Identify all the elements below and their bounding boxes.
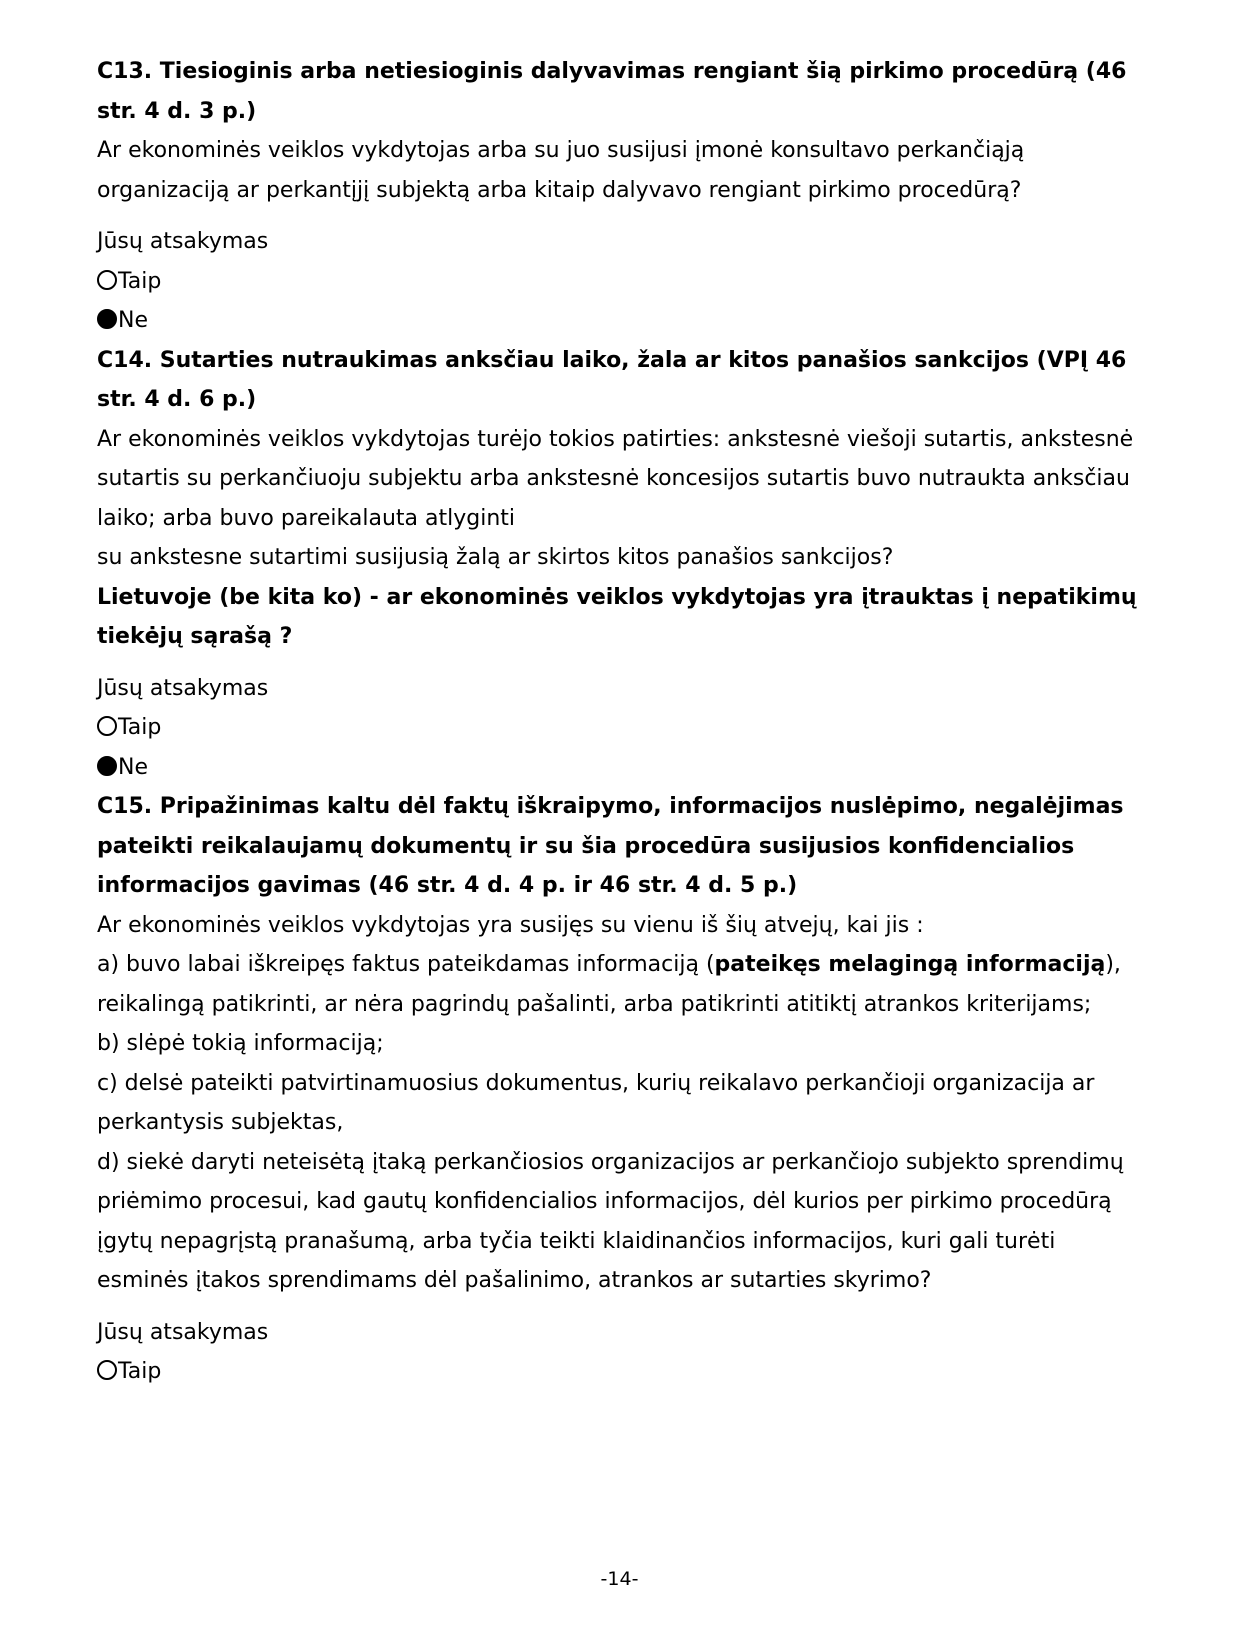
radio-unselected-icon[interactable] (97, 716, 117, 736)
radio-selected-icon[interactable] (97, 756, 117, 776)
item-a-text-post: ), reikalingą patikrinti, ar nėra pagrindų pašalinti, arba patikrinti atitiktį atrankos kriterijams; (97, 952, 1121, 1017)
question-c13-text: Ar ekonominės veiklos vykdytojas arba su juo susijusi įmonė konsultavo perkančiąją organizaciją ar perkantįjį subjektą arba kitaip dalyvavo rengiant pirkimo procedūrą? (97, 138, 1025, 203)
answer-label: Jūsų atsakymas (97, 675, 269, 701)
question-c14-text-line1: Ar ekonominės veiklos vykdytojas turėjo tokios patirties: ankstesnė viešoji sutartis, ankstesnė sutartis su perkančiuoju subjektu arba ankstesnė koncesijos sutartis buvo nutraukta anksčiau laiko; arba buvo pareikalauta atlyginti (97, 426, 1134, 531)
radio-option-taip[interactable] (97, 262, 1137, 302)
question-c13 (97, 52, 1137, 341)
question-c15-item-a (97, 945, 1137, 1024)
question-c13-heading: C13. Tiesioginis arba netiesioginis dalyvavimas rengiant šią pirkimo procedūrą (46 str. 4 d. 3 p.) (97, 59, 1127, 124)
question-c15-item-d: d) siekė daryti neteisėtą įtaką perkančiosios organizacijos ar perkančiojo subjekto sprendimų priėmimo procesui, kad gautų konfidencialios informacijos, dėl kurios per pirkimo procedūrą įgytų nepagrįstą pranašumą, arba tyčia teikti klaidinančios informacijos, kuri gali turėti esminės įtakos sprendimams dėl pašalinimo, atrankos ar sutarties skyrimo? (97, 1149, 1124, 1293)
item-a-text-pre: a) buvo labai iškreipęs faktus pateikdamas informaciją ( (97, 952, 715, 977)
question-c15-item-c: c) delsė pateikti patvirtinamuosius dokumentus, kurių reikalavo perkančioji organizacija ar perkantysis subjektas, (97, 1070, 1095, 1135)
document-page-content (97, 52, 1137, 1392)
item-a-text-bold: pateikęs melagingą informaciją (714, 952, 1106, 977)
radio-option-label: Ne (118, 308, 148, 333)
answer-label: Jūsų atsakymas (97, 1319, 269, 1345)
radio-option-ne[interactable] (97, 301, 1137, 341)
radio-option-label: Ne (118, 754, 148, 780)
page-number: -14- (600, 1568, 639, 1590)
question-c14-text-line2: su ankstesne sutartimi susijusią žalą ar skirtos kitos panašios sankcijos? (97, 545, 894, 570)
question-c15 (97, 787, 1137, 1392)
radio-option-label: Taip (118, 715, 162, 740)
radio-option-taip[interactable] (97, 1352, 1137, 1392)
question-c15-item-b: b) slėpė tokią informaciją; (97, 1031, 384, 1056)
radio-option-taip[interactable] (97, 708, 1137, 748)
question-c14 (97, 341, 1137, 788)
question-c14-heading: C14. Sutarties nutraukimas anksčiau laiko, žala ar kitos panašios sankcijos (VPĮ 46 str. 4 d. 6 p.) (97, 347, 1127, 412)
radio-unselected-icon[interactable] (97, 1360, 117, 1380)
answer-label: Jūsų atsakymas (97, 229, 269, 254)
question-c14-bold-note: Lietuvoje (be kita ko) - ar ekonominės veiklos vykdytojas yra įtrauktas į nepatikimų tiekėjų sąrašą ? (97, 584, 1137, 649)
radio-option-label: Taip (118, 268, 162, 294)
radio-option-ne[interactable] (97, 748, 1137, 788)
question-c15-heading: C15. Pripažinimas kaltu dėl faktų iškraipymo, informacijos nuslėpimo, negalėjimas pateikti reikalaujamų dokumentų ir su šia procedūra susijusios konfidencialios informacijos gavimas (46 str. 4 d. 4 p. ir 46 str. 4 d. 5 p.) (97, 794, 1124, 898)
question-c15-intro: Ar ekonominės veiklos vykdytojas yra susijęs su vienu iš šių atvejų, kai jis : (97, 912, 924, 938)
radio-selected-icon[interactable] (97, 309, 117, 329)
radio-option-label: Taip (118, 1359, 162, 1384)
radio-unselected-icon[interactable] (97, 270, 117, 290)
